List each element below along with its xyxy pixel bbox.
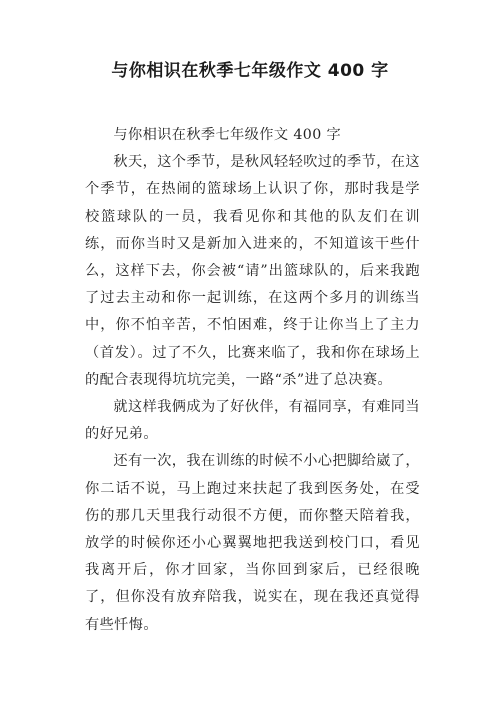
paragraph-3: 还有一次，我在训练的时候不小心把脚给崴了，你二话不说，马上跑过来扶起了我到医务处，在受伤的那几天里我行动很不方便，而你整天陪着我，放学的时候你还小心翼翼地把我送到校门口，看见我离开后，你才回家，当你回到家后，已经很晚了，但你没有放弃陪我，说实在，现在我还真觉得有些忏悔。 [85,453,420,633]
paragraph-1: 秋天，这个季节，是秋风轻轻吹过的季节，在这个季节，在热闹的篮球场上认识了你，那时我是学校篮球队的一员，我看见你和其他的队友们在训练，而你当时又是新加入进来的，不知道该干些什么，这样下去，你会被“请”出篮球队的，后来我跑了过去主动和你一起训练，在这两个多月的训练当中，你不怕辛苦，不怕困难，终于让你当上了主力（首发）。过了不久，比赛来临了，我和你在球场上的配合表现得坑坑完美，一路“杀”进了总决赛。 [85,154,420,388]
document-title: 与你相识在秋季七年级作文 400 字 [111,61,389,81]
document-subtitle: 与你相识在秋季七年级作文 400 字 [113,127,342,143]
document-body [85,122,420,639]
paragraph-2: 就这样我俩成为了好伙伴，有福同享，有难同当的好兄弟。 [85,399,420,443]
